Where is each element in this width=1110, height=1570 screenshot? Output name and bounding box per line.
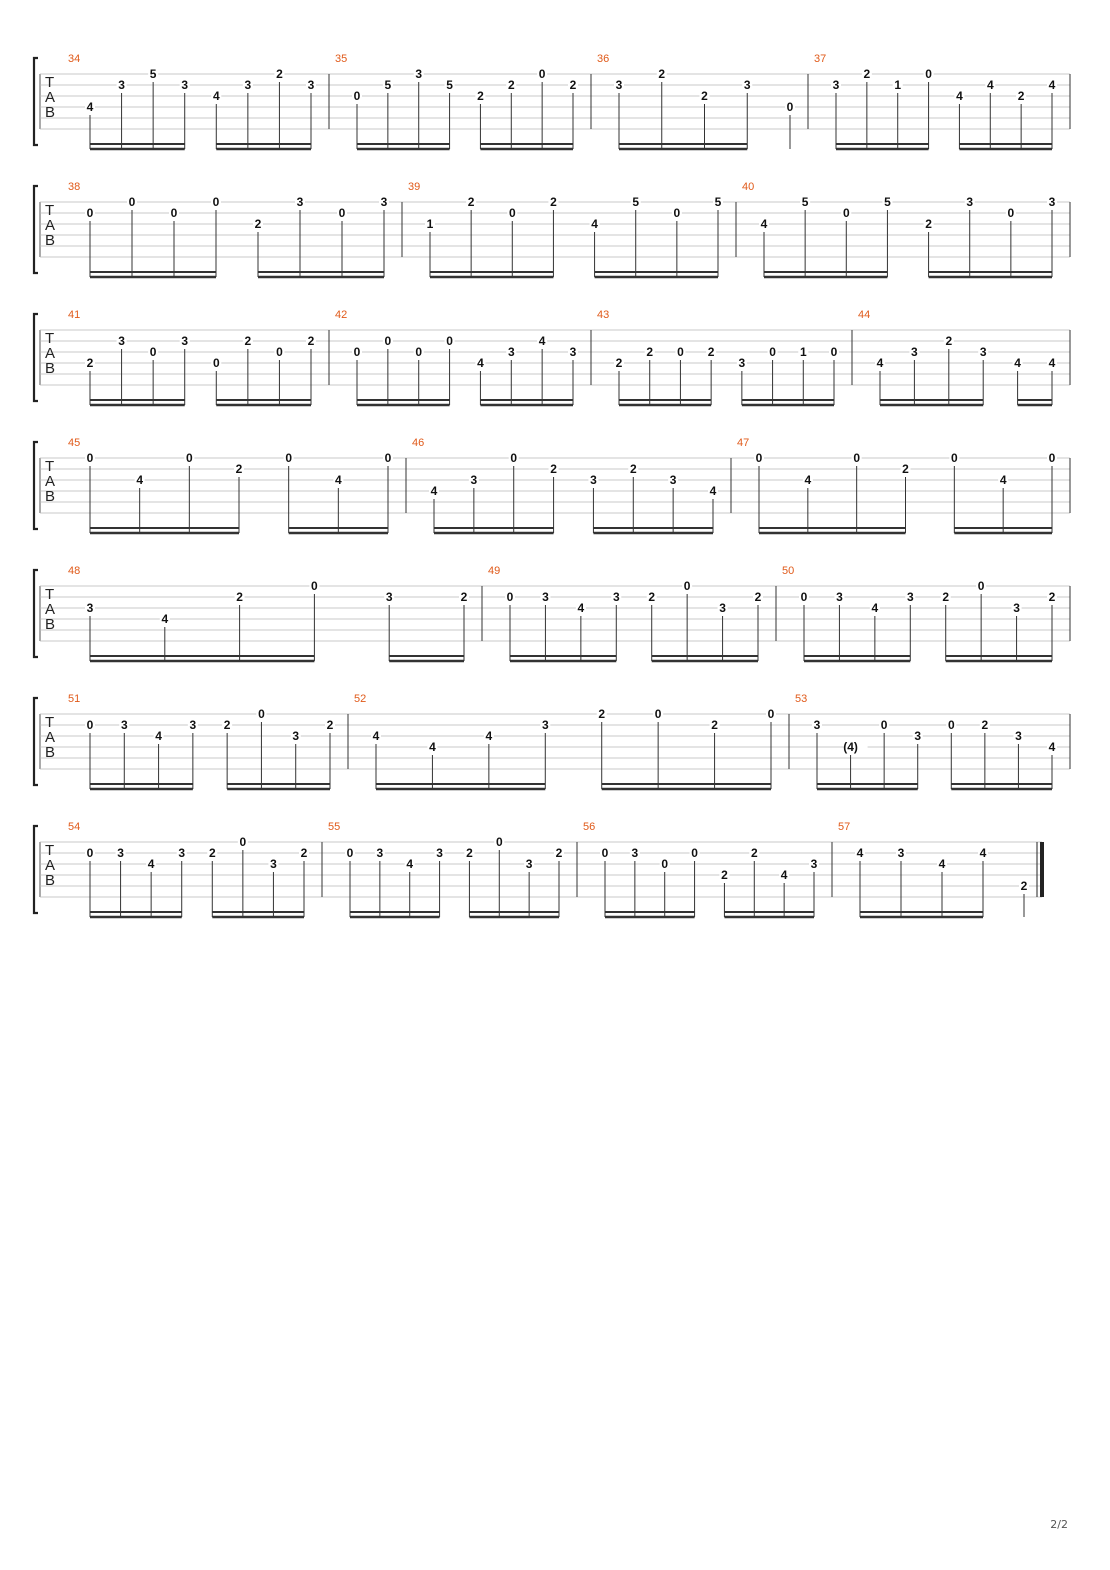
fret-number: 3: [836, 590, 843, 604]
fret-number: 4: [477, 356, 484, 370]
fret-number: 3: [669, 473, 677, 487]
fret-number: 3: [189, 718, 197, 732]
measure-number: 57: [838, 821, 851, 833]
fret-number: 3: [719, 601, 726, 615]
fret-number: 0: [311, 579, 318, 593]
fret-number: 2: [467, 195, 475, 209]
measure-number: 36: [597, 53, 610, 65]
measure: [408, 181, 723, 277]
fret-number: 2: [569, 78, 577, 92]
fret-number: 2: [326, 718, 334, 732]
fret-number: 2: [223, 718, 231, 732]
fret-number: 5: [714, 195, 722, 209]
measure-number: 45: [68, 437, 81, 449]
fret-number: 0: [149, 345, 157, 359]
fret-number: 3: [436, 846, 443, 860]
fret-number: 4: [372, 729, 380, 743]
fret-number: 3: [376, 846, 384, 860]
fret-number: 3: [380, 195, 388, 209]
tab-clef-letter: T: [45, 714, 55, 731]
fret-number: 2: [648, 590, 656, 604]
tab-clef-letter: T: [45, 74, 55, 91]
fret-number: 2: [598, 707, 606, 721]
measure: [328, 821, 564, 917]
fret-number: 2: [235, 462, 243, 476]
fret-number: 5: [446, 78, 453, 92]
measure: [68, 565, 469, 661]
page-number: 2/2: [1050, 1518, 1068, 1531]
measure: [68, 309, 316, 405]
fret-number: 0: [86, 846, 94, 860]
fret-number: 3: [385, 590, 393, 604]
fret-number: 0: [654, 707, 662, 721]
fret-number: 3: [569, 345, 577, 359]
tab-clef-letter: A: [45, 601, 56, 618]
measure-number: 44: [858, 309, 871, 321]
fret-number: 0: [86, 718, 94, 732]
fret-number: 3: [1013, 601, 1020, 615]
fret-number: 2: [208, 846, 216, 860]
fret-number: 2: [707, 345, 715, 359]
fret-number: 0: [677, 345, 684, 359]
tab-clef-letter: A: [45, 473, 56, 490]
fret-number: 3: [743, 78, 751, 92]
fret-number: 4: [876, 356, 884, 370]
measure: [68, 53, 316, 149]
measure-number: 55: [328, 821, 341, 833]
fret-number: 0: [769, 345, 776, 359]
fret-number: 0: [830, 345, 838, 359]
tab-clef-letter: A: [45, 217, 56, 234]
tab-clef-letter: T: [45, 202, 55, 219]
fret-number: 0: [415, 345, 423, 359]
fret-number: 4: [161, 612, 169, 626]
fret-number: 0: [767, 707, 775, 721]
fret-number: 3: [415, 67, 423, 81]
fret-number: 1: [894, 78, 902, 92]
system-bracket: [34, 58, 38, 145]
system-bracket: [34, 826, 38, 913]
fret-number: 2: [244, 334, 252, 348]
fret-number: 4: [979, 846, 987, 860]
fret-number: 3: [911, 345, 918, 359]
fret-number: 3: [541, 718, 549, 732]
fret-number: 3: [810, 857, 818, 871]
fret-number: 2: [236, 590, 243, 604]
fret-number: 0: [258, 707, 265, 721]
fret-number: 2: [254, 217, 262, 231]
fret-number: 4: [406, 857, 414, 871]
fret-number: 0: [661, 857, 669, 871]
fret-number: 0: [508, 206, 516, 220]
fret-number: 0: [170, 206, 178, 220]
fret-number: 4: [538, 334, 546, 348]
fret-number: 3: [181, 334, 189, 348]
fret-number: 3: [470, 473, 478, 487]
system-bracket: [34, 186, 38, 273]
measure-number: 46: [412, 437, 425, 449]
measure: [597, 53, 795, 149]
measure-number: 34: [68, 53, 81, 65]
fret-number: 2: [477, 89, 484, 103]
fret-number: 5: [384, 78, 392, 92]
tab-clef-letter: A: [45, 729, 56, 746]
fret-number: 3: [117, 846, 124, 860]
fret-number: 2: [300, 846, 308, 860]
fret-number: 4: [155, 729, 162, 743]
tab-clef-letter: A: [45, 89, 56, 106]
fret-number: 4: [999, 473, 1007, 487]
tab-system: [34, 53, 1070, 149]
fret-number: 4: [956, 89, 963, 103]
tab-system: [34, 821, 1042, 917]
tab-clef-letter: B: [45, 488, 56, 505]
fret-number: (4): [843, 740, 858, 754]
measure-number: 49: [488, 565, 501, 577]
fret-number: 4: [591, 217, 598, 231]
fret-number: 2: [925, 217, 932, 231]
fret-number: 3: [813, 718, 821, 732]
fret-number: 3: [906, 590, 914, 604]
measure-number: 39: [408, 181, 421, 193]
fret-number: 0: [538, 67, 546, 81]
tab-system: [34, 181, 1070, 277]
fret-number: 4: [760, 217, 768, 231]
fret-number: 3: [897, 846, 905, 860]
fret-number: 0: [239, 835, 247, 849]
fret-number: 2: [466, 846, 473, 860]
measure: [782, 565, 1057, 661]
fret-number: 4: [1048, 78, 1056, 92]
fret-number: 4: [147, 857, 155, 871]
measure: [737, 437, 1057, 533]
fret-number: 5: [632, 195, 640, 209]
fret-number: 0: [506, 590, 514, 604]
fret-number: 0: [800, 590, 808, 604]
fret-number: 2: [701, 89, 708, 103]
tab-clef-letter: B: [45, 104, 56, 121]
fret-number: 2: [1048, 590, 1056, 604]
fret-number: 3: [118, 334, 125, 348]
tab-clef-letter: T: [45, 586, 55, 603]
tab-clef-letter: B: [45, 360, 56, 377]
fret-number: 2: [555, 846, 563, 860]
measure-number: 41: [68, 309, 81, 321]
fret-number: 3: [86, 601, 94, 615]
fret-number: 4: [780, 868, 788, 882]
fret-number: 0: [691, 846, 698, 860]
fret-number: 2: [460, 590, 468, 604]
fret-number: 4: [856, 846, 864, 860]
fret-number: 4: [1048, 356, 1056, 370]
fret-number: 2: [507, 78, 515, 92]
fret-number: 2: [1017, 89, 1025, 103]
fret-number: 0: [86, 451, 94, 465]
fret-number: 0: [353, 89, 361, 103]
fret-number: 0: [853, 451, 861, 465]
tab-clef-letter: T: [45, 330, 55, 347]
fret-number: 0: [880, 718, 888, 732]
measure-number: 54: [68, 821, 81, 833]
fret-number: 0: [353, 345, 361, 359]
fret-number: 2: [658, 67, 666, 81]
fret-number: 3: [292, 729, 300, 743]
fret-number: 2: [629, 462, 637, 476]
measure: [795, 693, 1057, 789]
fret-number: 3: [1048, 195, 1056, 209]
fret-number: 3: [542, 590, 549, 604]
measure: [583, 821, 819, 917]
fret-number: 2: [721, 868, 728, 882]
measure: [68, 821, 309, 917]
measure-number: 42: [335, 309, 348, 321]
fret-number: 2: [1020, 879, 1028, 893]
tab-system: [34, 309, 1070, 405]
measure-number: 52: [354, 693, 367, 705]
fret-number: 2: [646, 345, 654, 359]
fret-number: 0: [683, 579, 691, 593]
fret-number: 3: [118, 78, 125, 92]
fret-number: 0: [510, 451, 518, 465]
measure-number: 43: [597, 309, 610, 321]
tab-clef-letter: T: [45, 842, 55, 859]
fret-number: 4: [136, 473, 144, 487]
measure-number: 38: [68, 181, 81, 193]
fret-number: 0: [128, 195, 136, 209]
measure-number: 35: [335, 53, 348, 65]
measure: [335, 53, 578, 149]
measure: [335, 309, 578, 405]
fret-number: 2: [86, 356, 94, 370]
measure-number: 48: [68, 565, 81, 577]
fret-number: 3: [615, 78, 623, 92]
tab-clef-letter: B: [45, 232, 56, 249]
measure-number: 47: [737, 437, 750, 449]
fret-number: 0: [925, 67, 932, 81]
tab-clef-letter: B: [45, 744, 56, 761]
tab-clef-letter: B: [45, 616, 56, 633]
fret-number: 0: [338, 206, 346, 220]
measure: [68, 693, 335, 789]
fret-number: 0: [346, 846, 354, 860]
fret-number: 3: [738, 356, 746, 370]
fret-number: 2: [750, 846, 758, 860]
fret-number: 0: [601, 846, 609, 860]
fret-number: 0: [1048, 451, 1056, 465]
fret-number: 2: [307, 334, 315, 348]
fret-number: 0: [947, 718, 955, 732]
fret-number: 4: [804, 473, 812, 487]
measure: [814, 53, 1057, 149]
fret-number: 0: [276, 345, 283, 359]
fret-number: 0: [977, 579, 985, 593]
fret-number: 3: [525, 857, 533, 871]
fret-number: 3: [178, 846, 186, 860]
fret-number: 0: [842, 206, 850, 220]
fret-number: 3: [296, 195, 304, 209]
fret-number: 4: [1014, 356, 1021, 370]
fret-number: 3: [832, 78, 840, 92]
measure: [488, 565, 763, 661]
fret-number: 4: [86, 100, 94, 114]
fret-number: 3: [507, 345, 515, 359]
fret-number: 4: [212, 89, 220, 103]
fret-number: 3: [966, 195, 974, 209]
fret-number: 4: [430, 484, 438, 498]
fret-number: 0: [495, 835, 503, 849]
tab-system: [34, 565, 1070, 661]
measure-number: 56: [583, 821, 596, 833]
tab-clef-letter: T: [45, 458, 55, 475]
fret-number: 3: [244, 78, 252, 92]
fret-number: 5: [884, 195, 891, 209]
fret-number: 2: [942, 590, 950, 604]
fret-number: 1: [799, 345, 807, 359]
fret-number: 2: [754, 590, 762, 604]
fret-number: 3: [270, 857, 277, 871]
fret-number: 4: [485, 729, 493, 743]
measure: [858, 309, 1057, 405]
fret-number: 0: [755, 451, 763, 465]
measure-number: 50: [782, 565, 795, 577]
measure: [68, 181, 389, 277]
fret-number: 2: [711, 718, 718, 732]
system-bracket: [34, 442, 38, 529]
fret-number: 0: [212, 356, 220, 370]
fret-number: 4: [1048, 740, 1056, 754]
fret-number: 4: [334, 473, 342, 487]
fret-number: 3: [979, 345, 987, 359]
fret-number: 0: [1007, 206, 1015, 220]
fret-number: 3: [631, 846, 639, 860]
fret-number: 0: [446, 334, 453, 348]
fret-number: 2: [945, 334, 953, 348]
tab-system: [34, 693, 1070, 789]
measure: [838, 821, 1029, 917]
fret-number: 3: [590, 473, 597, 487]
tab-system: [34, 437, 1070, 533]
fret-number: 0: [185, 451, 193, 465]
fret-number: 0: [786, 100, 794, 114]
fret-number: 0: [673, 206, 681, 220]
fret-number: 2: [863, 67, 871, 81]
measure-number: 40: [742, 181, 755, 193]
measure-number: 53: [795, 693, 808, 705]
fret-number: 0: [384, 334, 392, 348]
tab-clef-letter: A: [45, 857, 56, 874]
fret-number: 2: [981, 718, 989, 732]
fret-number: 5: [149, 67, 157, 81]
fret-number: 4: [871, 601, 879, 615]
fret-number: 3: [612, 590, 620, 604]
fret-number: 3: [120, 718, 128, 732]
measure: [412, 437, 718, 533]
fret-number: 0: [384, 451, 392, 465]
fret-number: 4: [429, 740, 436, 754]
measure: [597, 309, 839, 405]
measure-number: 37: [814, 53, 827, 65]
fret-number: 3: [307, 78, 315, 92]
measure: [68, 437, 393, 533]
fret-number: 3: [181, 78, 189, 92]
measure: [742, 181, 1057, 277]
system-bracket: [34, 570, 38, 657]
measure: [354, 693, 776, 789]
fret-number: 2: [615, 356, 623, 370]
fret-number: 4: [577, 601, 585, 615]
fret-number: 0: [86, 206, 94, 220]
system-bracket: [34, 314, 38, 401]
fret-number: 0: [212, 195, 220, 209]
fret-number: 2: [550, 462, 557, 476]
fret-number: 3: [1015, 729, 1022, 743]
measure-number: 51: [68, 693, 81, 705]
fret-number: 2: [276, 67, 283, 81]
fret-number: 1: [426, 217, 434, 231]
fret-number: 3: [914, 729, 922, 743]
fret-number: 2: [902, 462, 909, 476]
fret-number: 4: [986, 78, 994, 92]
fret-number: 4: [709, 484, 717, 498]
fret-number: 4: [938, 857, 946, 871]
fret-number: 2: [550, 195, 557, 209]
fret-number: 5: [801, 195, 809, 209]
fret-number: 0: [285, 451, 293, 465]
system-bracket: [34, 698, 38, 785]
tab-clef-letter: B: [45, 872, 56, 889]
fret-number: 0: [950, 451, 958, 465]
tab-clef-letter: A: [45, 345, 56, 362]
